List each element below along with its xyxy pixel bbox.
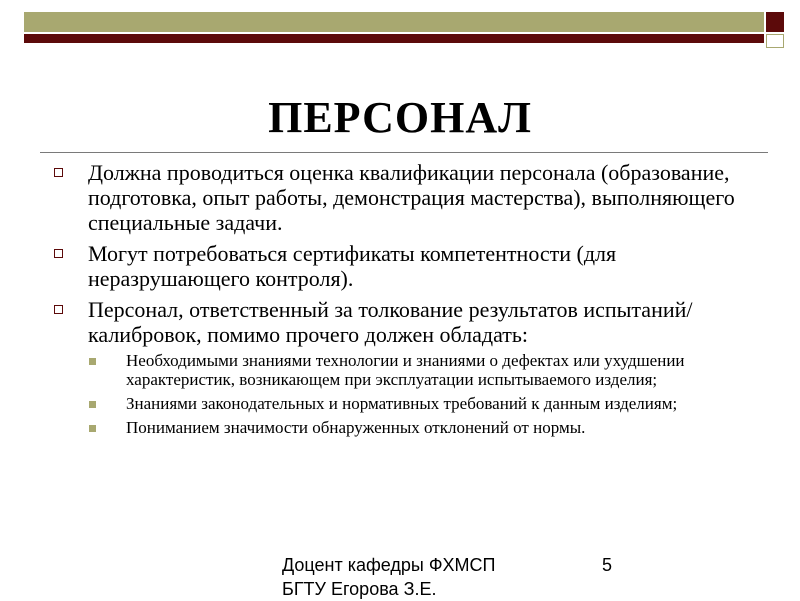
bullet-item xyxy=(48,160,764,235)
footer-line-2: БГТУ Егорова З.Е. xyxy=(282,579,437,599)
sub-bullet-list xyxy=(88,351,764,437)
header-decor-square-filled xyxy=(766,12,784,32)
square-bullet-icon xyxy=(54,249,63,258)
bullet-list xyxy=(48,160,764,443)
footer-author xyxy=(282,553,496,601)
filled-square-bullet-icon xyxy=(89,425,96,432)
bullet-item xyxy=(48,241,764,291)
slide-number: 5 xyxy=(602,555,613,575)
filled-square-bullet-icon xyxy=(89,358,96,365)
bullet-text: Могут потребоваться сертификаты компетентности (для неразрушающего контроля). xyxy=(88,241,617,291)
footer-line-1: Доцент кафедры ФХМСП xyxy=(282,555,496,575)
title-divider xyxy=(40,152,768,153)
sub-bullet-item xyxy=(88,394,764,413)
sub-bullet-text: Пониманием значимости обнаруженных отклонений от нормы. xyxy=(126,418,586,437)
slide-title: ПЕРСОНАЛ xyxy=(268,93,532,142)
sub-bullet-item xyxy=(88,418,764,437)
sub-bullet-item xyxy=(88,351,764,389)
square-bullet-icon xyxy=(54,168,63,177)
filled-square-bullet-icon xyxy=(89,401,96,408)
bullet-text: Персонал, ответственный за толкование результатов испытаний/калибровок, помимо прочего должен обладать: xyxy=(88,297,693,347)
sub-bullet-text: Знаниями законодательных и нормативных требований к данным изделиям; xyxy=(126,394,678,413)
header-decor-dark-band xyxy=(24,34,764,43)
sub-bullet-text: Необходимыми знаниями технологии и знаниями о дефектах или ухудшении характеристик, возникающем при эксплуатации испытываемого изделия; xyxy=(126,351,685,389)
bullet-text: Должна проводиться оценка квалификации персонала (образование, подготовка, опыт работы, демонстрация мастерства), выполняющего специальные задачи. xyxy=(88,160,735,235)
header-decor-band xyxy=(24,12,764,32)
header-decor-square-outline xyxy=(766,34,784,48)
square-bullet-icon xyxy=(54,305,63,314)
bullet-item xyxy=(48,297,764,437)
